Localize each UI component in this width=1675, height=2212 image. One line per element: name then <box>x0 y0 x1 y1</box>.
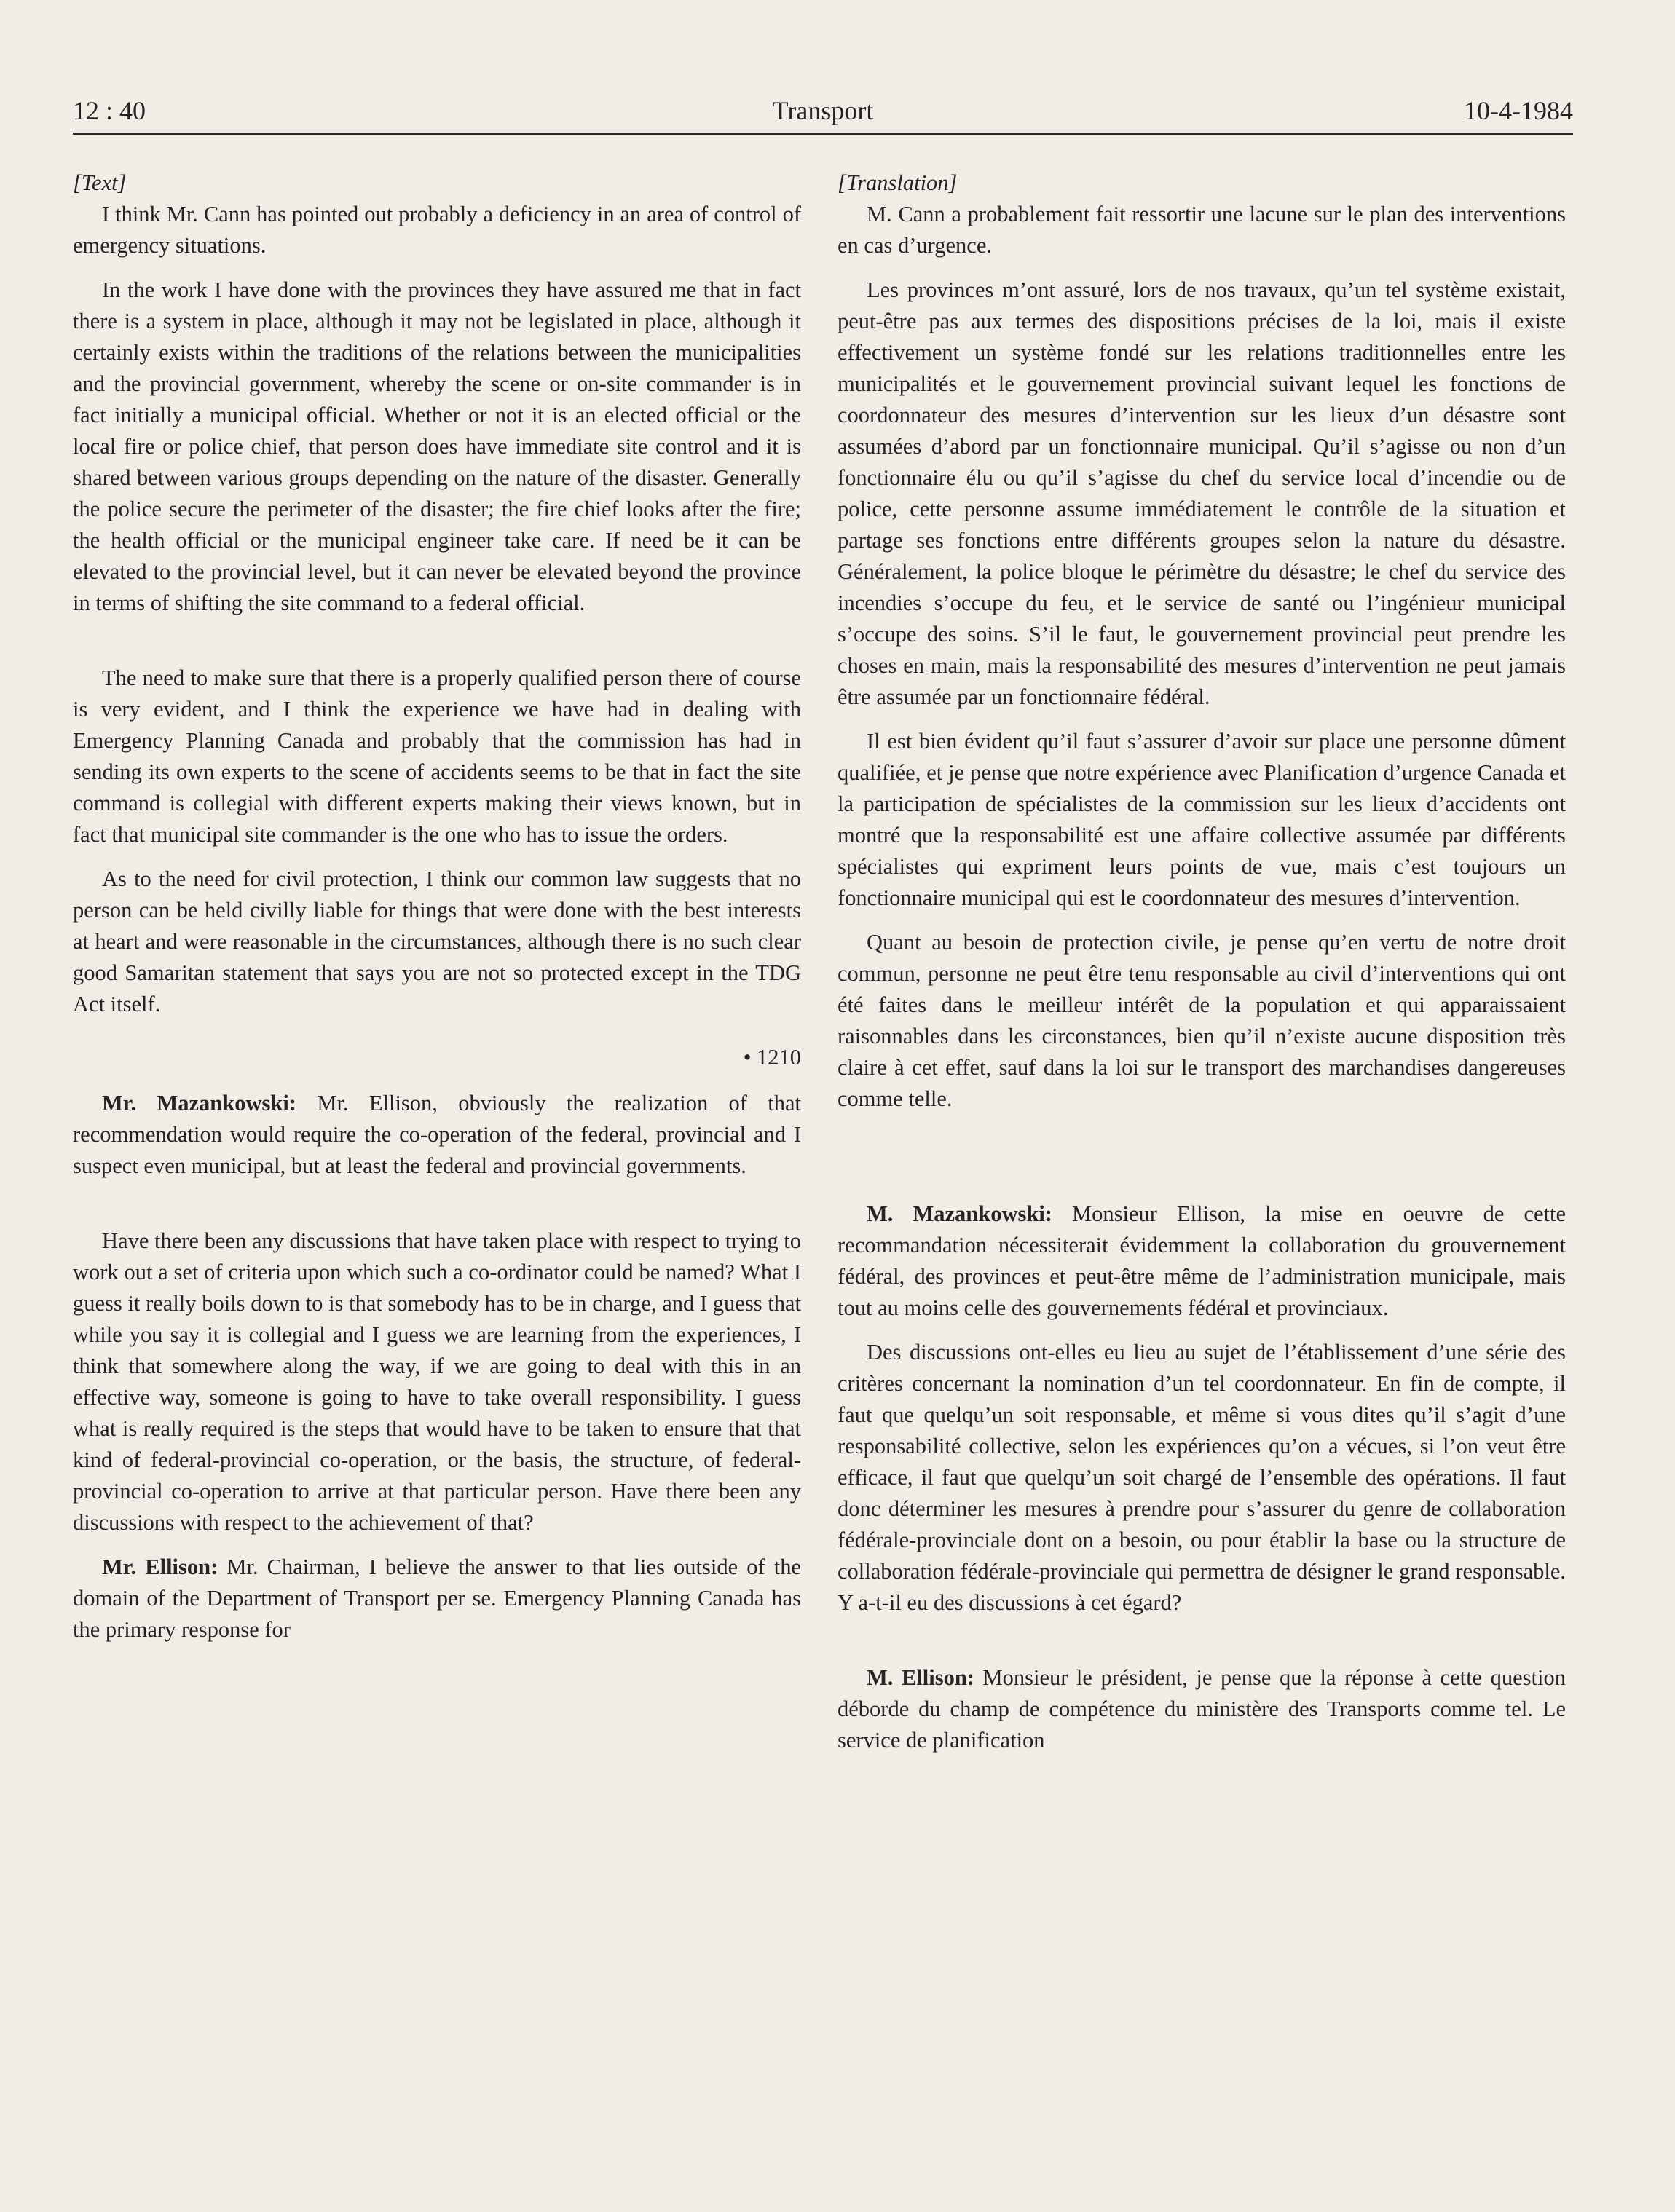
page-header <box>73 93 1573 135</box>
paragraph: Il est bien évident qu’il faut s’assurer d’avoir sur place une personne dûment qualifiée, et je pense que notre expérience avec Planification d’urgence Canada et la participation de spécialistes de la commission sur les lieux d’accidents ont montré que la responsabilité est une affaire collective assumée par différents spécialistes qui expriment leurs points de vue, mais c’est toujours un fonctionnaire municipal qui est le coordonnateur des mesures d’intervention. <box>838 729 1566 910</box>
time-marker: • 1210 <box>743 1045 801 1070</box>
french-column <box>838 167 1566 1756</box>
speaker-paragraph <box>73 1552 801 1646</box>
speaker-paragraph <box>838 1198 1566 1324</box>
running-title: Transport <box>772 96 874 125</box>
paragraph: The need to make sure that there is a properly qualified person there of course is very evident, and I think the experience we have had in dealing with Emergency Planning Canada and probably that the commission has had in sending its own experts to the scene of accidents seems to be that in fact the site command is collegial with different experts making their views known, but in fact that municipal site commander is the one who has to issue the orders. <box>73 665 801 847</box>
speech-text: Monsieur Ellison, la mise en oeuvre de cette recommandation nécessiterait évidemment la collaboration du grouvernement fédéral, des provinces et peut-être même de l’administration municipale, mais tout au moins celle des gouvernements fédéral et provinciaux. <box>838 1201 1566 1320</box>
paragraph: Des discussions ont-elles eu lieu au sujet de l’établissement d’une série des critères concernant la nomination d’un tel coordonnateur. En fin de compte, il faut que quelqu’un soit responsable, et même si vous dites qu’il s’agit d’une responsabilité collective, selon les expériences qu’on a vécues, si l’on veut être efficace, il faut que quelqu’un soit chargé de l’ensemble des opérations. Il faut donc déterminer les mesures à prendre pour s’assurer du genre de collaboration fédérale-provinciale dont on a besoin, ou pour établir la base ou la structure de collaboration fédérale-provinciale qui permettra de désigner le grand responsable. Y a-t-il eu des discussions à cet égard? <box>838 1340 1566 1615</box>
speaker-paragraph <box>73 1088 801 1182</box>
speaker-name: M. Ellison: <box>867 1665 974 1690</box>
paragraph: In the work I have done with the provinces they have assured me that in fact there is a system in place, although it may not be legislated in place, although it certainly exists within the traditions of the relations between the municipalities and the provincial government, whereby the scene or on-site commander is in fact initially a municipal official. Whether or not it is an elected official or the local fire or police chief, that person does have immediate site control and it is shared between various groups depending on the nature of the disaster. Generally the police secure the perimeter of the disaster; the fire chief looks after the fire; the health official or the municipal engineer take care. If need be it can be elevated to the provincial level, but it can never be elevated beyond the province in terms of shifting the site command to a federal official. <box>73 277 801 615</box>
text-marker: [Text] <box>73 170 127 195</box>
paragraph: M. Cann a probablement fait ressortir une lacune sur le plan des interventions en cas d’urgence. <box>838 202 1566 258</box>
page-number: 12 : 40 <box>73 96 146 125</box>
paragraph: Quant au besoin de protection civile, je pense qu’en vertu de notre droit commun, personne ne peut être tenu responsable au civil d’interventions qui ont été faites dans le meilleur intérêt de la population et qui apparaissaient raisonnables dans les circonstances, bien qu’il n’existe aucune disposition très claire à cet effet, sauf dans la loi sur le transport des marchandises dangereuses comme telle. <box>838 930 1566 1111</box>
speech-text: Monsieur le président, je pense que la réponse à cette question déborde du champ de compétence du ministère des Transports comme tel. Le service de planification <box>838 1665 1566 1753</box>
paragraph: Have there been any discussions that have taken place with respect to trying to work out a set of criteria upon which such a co-ordinator could be named? What I guess it really boils down to is that somebody has to be in charge, and I guess that while you say it is collegial and I guess we are learning from the experiences, I think that somewhere along the way, if we are going to deal with this in an effective way, someone is going to have to take overall responsibility. I guess what is really required is the steps that would have to be taken to ensure that that kind of federal-provincial co-operation, or the basis, the structure, of federal-provincial co-operation to arrive at that particular person. Have there been any discussions with respect to the achievement of that? <box>73 1228 801 1535</box>
paragraph: As to the need for civil protection, I think our common law suggests that no person can be held civilly liable for things that were done with the best interests at heart and were reasonable in the circumstances, although there is no such clear good Samaritan statement that says you are not so protected except in the TDG Act itself. <box>73 866 801 1016</box>
english-column <box>73 167 801 1646</box>
speech-text: Mr. Chairman, I believe the answer to that lies outside of the domain of the Department of Transport per se. Emergency Planning Canada has the primary response for <box>73 1555 802 1642</box>
speaker-name: Mr. Mazankowski: <box>102 1091 296 1115</box>
paragraph: I think Mr. Cann has pointed out probably a deficiency in an area of control of emergency situations. <box>73 202 801 258</box>
speaker-name: M. Mazankowski: <box>867 1201 1052 1226</box>
speaker-paragraph <box>838 1662 1566 1756</box>
speech-text: Mr. Ellison, obviously the realization of that recommendation would require the co-operation of the federal, provincial and I suspect even municipal, but at least the federal and provincial governments. <box>73 1091 802 1178</box>
speaker-name: Mr. Ellison: <box>102 1555 218 1579</box>
page-date: 10-4-1984 <box>1464 96 1573 125</box>
paragraph: Les provinces m’ont assuré, lors de nos travaux, qu’un tel système existait, peut-être pas aux termes des dispositions précises de la loi, mais il existe effectivement un système fondé sur les relations traditionnelles entre les municipalités et le gouvernement provincial suivant lequel les fonctions de coordonnateur des mesures d’intervention sur les lieux d’un désastre sont assumées d’abord par un fonctionnaire municipal. Qu’il s’agisse ou non d’un fonctionnaire élu ou qu’il s’agisse du chef du service local d’incendie ou de police, cette personne assume immédiatement le contrôle de la situation et partage ses fonctions entre différents groupes selon la nature du désastre. Généralement, la police bloque le périmètre du désastre; le chef du service des incendies s’occupe du feu, et le service de santé ou l’ingénieur municipal s’occupe des soins. S’il le faut, le gouvernement provincial peut prendre les choses en main, mais la responsabilité des mesures d’intervention ne peut jamais être assumée par un fonctionnaire fédéral. <box>838 277 1566 709</box>
translation-marker: [Translation] <box>838 170 958 195</box>
